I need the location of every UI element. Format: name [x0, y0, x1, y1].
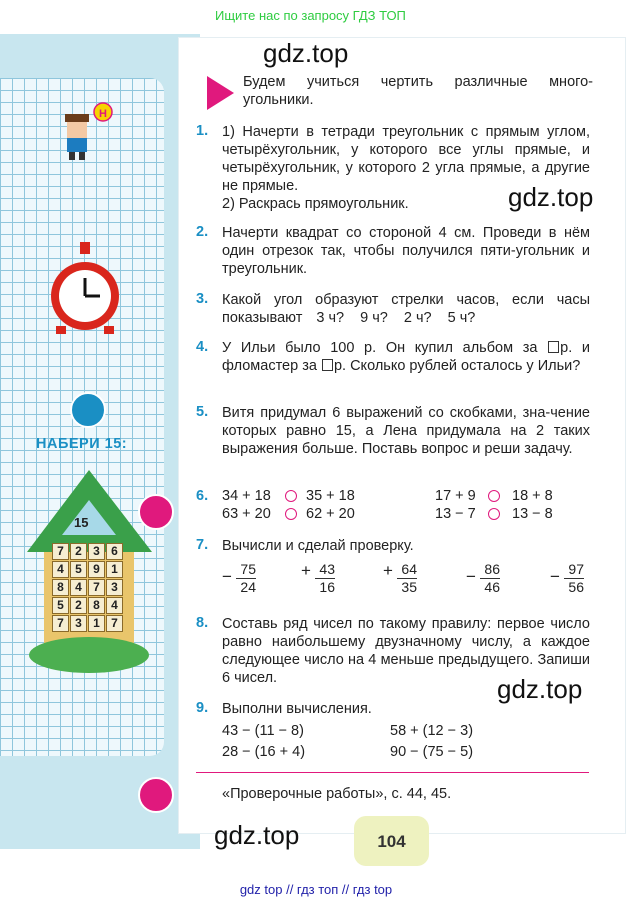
house-number: 15: [74, 515, 89, 530]
compare-expr: 17 + 9: [435, 488, 476, 504]
column-operator: −: [550, 567, 560, 586]
compare-expr: 13 − 8: [512, 506, 553, 522]
task-8-number: 8.: [196, 615, 209, 631]
face-icon: [138, 494, 174, 530]
house-grid-cell: 5: [70, 561, 87, 578]
sidebar-title: НАБЕРИ 15:: [36, 436, 128, 452]
task-3-time: 9 ч?: [360, 310, 388, 326]
house-grid-cell: 6: [106, 543, 123, 560]
expression: 90 − (75 − 5): [390, 744, 474, 760]
house-grid-cell: 3: [88, 543, 105, 560]
house-grid-cell: 5: [52, 597, 69, 614]
column-top: 97: [564, 561, 584, 579]
task-4-text-c: и фломастер за: [222, 340, 591, 374]
column-operator: −: [222, 567, 232, 586]
reference-text: «Проверочные работы», с. 44, 45.: [222, 786, 452, 802]
house-number-grid: [52, 543, 123, 632]
intro-text: Будем учиться чертить различные много-угольники.: [243, 74, 593, 108]
book-icon: [138, 777, 174, 813]
task-8-text: Составь ряд чисел по такому правилу: первое число равно наибольшему двузначному числу, а каждое следующее число на 4 меньше предыдущего. Запиши 6 чисел.: [222, 616, 590, 686]
house-grid-cell: 1: [106, 561, 123, 578]
top-watermark: Ищите нас по запросу ГДЗ ТОП: [215, 8, 406, 23]
column-top: 86: [480, 561, 500, 579]
expression: 58 + (12 − 3): [390, 723, 474, 739]
house-grid-cell: 4: [70, 579, 87, 596]
column-operator: −: [466, 567, 476, 586]
task-3-text: [222, 291, 590, 327]
footer-watermark: gdz top // гдз топ // гдз top: [239, 882, 393, 897]
house-grid-cell: 7: [52, 543, 69, 560]
watermark-4: gdz.top: [214, 820, 300, 850]
page-number: 104: [377, 832, 406, 851]
top-banner: [0, 0, 632, 30]
task-9-text: Выполни вычисления.: [222, 701, 372, 717]
compare-expr: 62 + 20: [306, 506, 355, 522]
watermark-3: gdz.top: [497, 674, 583, 704]
task-3-time: 5 ч?: [447, 310, 476, 326]
column-calc: [480, 561, 500, 596]
star-icon: [70, 392, 106, 428]
house-grid-cell: 3: [106, 579, 123, 596]
boy-illustration: [55, 100, 125, 160]
task-3-time: 2 ч?: [403, 310, 432, 326]
compare-expr: 35 + 18: [306, 488, 355, 504]
house-grid-cell: 9: [88, 561, 105, 578]
house-grid-cell: 7: [52, 615, 69, 632]
task-2-text: Начерти квадрат со стороной 4 см. Проведи в нём один отрезок так, чтобы получился пяти-угольник и треугольник.: [222, 225, 590, 277]
compare-circle-icon: [285, 508, 297, 520]
compare-expr: 13 − 7: [435, 506, 476, 522]
h-badge: Н: [99, 108, 107, 120]
task-1-part-2: 2) Раскрась прямоугольник.: [222, 196, 409, 212]
compare-circle-icon: [285, 490, 297, 502]
page-number-badge: [354, 816, 429, 866]
task-3-question: Какой угол образуют стрелки часов, если часы показывают: [222, 292, 590, 326]
column-operator: +: [301, 561, 311, 580]
house-grid-cell: 3: [70, 615, 87, 632]
expression: 43 − (11 − 8): [222, 723, 304, 739]
house-grid-cell: 4: [52, 561, 69, 578]
task-1-part-1: 1) Начерти в тетради треугольник с прямым углом, четырёхугольник, у которого все углы прямые, и четырёхугольник, у которого 2 угла прямые, а другие не прямые.: [222, 124, 590, 194]
task-4-text-a: У Ильи было 100 р. Он купил альбом за: [222, 340, 538, 356]
column-calc: [315, 561, 335, 596]
task-9-number: 9.: [196, 700, 209, 716]
house-grid-cell: 2: [70, 597, 87, 614]
task-7-text: Вычисли и сделай проверку.: [222, 538, 414, 554]
blank-box: [548, 341, 559, 353]
column-operator: +: [383, 561, 393, 580]
watermark-2: gdz.top: [508, 182, 594, 212]
house-grid-cell: 2: [70, 543, 87, 560]
house-grid-cell: 4: [106, 597, 123, 614]
expression: 28 − (16 + 4): [222, 744, 306, 760]
task-6-number: 6.: [196, 488, 209, 504]
compare-circle-icon: [488, 490, 500, 502]
task-3-number: 3.: [196, 291, 209, 307]
task-1-number: 1.: [196, 123, 209, 139]
column-bottom: 16: [319, 579, 335, 595]
compare-expr: 34 + 18: [222, 488, 271, 504]
column-bottom: 56: [568, 579, 584, 595]
column-bottom: 46: [484, 579, 500, 595]
compare-circle-icon: [488, 508, 500, 520]
column-top: 64: [397, 561, 417, 579]
task-1-text: [222, 123, 590, 213]
blank-box: [322, 359, 333, 371]
task-4-text-d: р. Сколько рублей осталось у Ильи?: [333, 358, 581, 374]
task-2-number: 2.: [196, 224, 209, 240]
watermark-1: gdz.top: [263, 38, 349, 68]
house-grid-cell: 7: [106, 615, 123, 632]
house-grid-cell: 7: [88, 579, 105, 596]
house-grid-cell: 8: [52, 579, 69, 596]
column-bottom: 35: [401, 579, 417, 595]
task-5-text: Витя придумал 6 выражений со скобками, зна-чение которых равно 15, а Лена придумала на 2 таких выражения больше. Поставь вопрос и реши задачу.: [222, 405, 590, 457]
column-calc: [236, 561, 256, 596]
house-grid-cell: 8: [88, 597, 105, 614]
task-3-time: 3 ч?: [316, 310, 345, 326]
intro-arrow-icon: [207, 76, 234, 110]
alarm-clock-illustration: [46, 240, 124, 340]
column-top: 43: [315, 561, 335, 579]
house-grid-cell: 1: [88, 615, 105, 632]
column-top: 75: [236, 561, 256, 579]
task-7-number: 7.: [196, 537, 209, 553]
task-4-number: 4.: [196, 339, 209, 355]
column-calc: [564, 561, 584, 596]
task-4-text-b: р.: [560, 340, 573, 356]
compare-expr: 18 + 8: [512, 488, 553, 504]
task-5-number: 5.: [196, 404, 209, 420]
column-bottom: 24: [240, 579, 256, 595]
divider: [196, 772, 589, 773]
column-calc: [397, 561, 417, 596]
task-4-text: [222, 339, 590, 375]
compare-expr: 63 + 20: [222, 506, 271, 522]
